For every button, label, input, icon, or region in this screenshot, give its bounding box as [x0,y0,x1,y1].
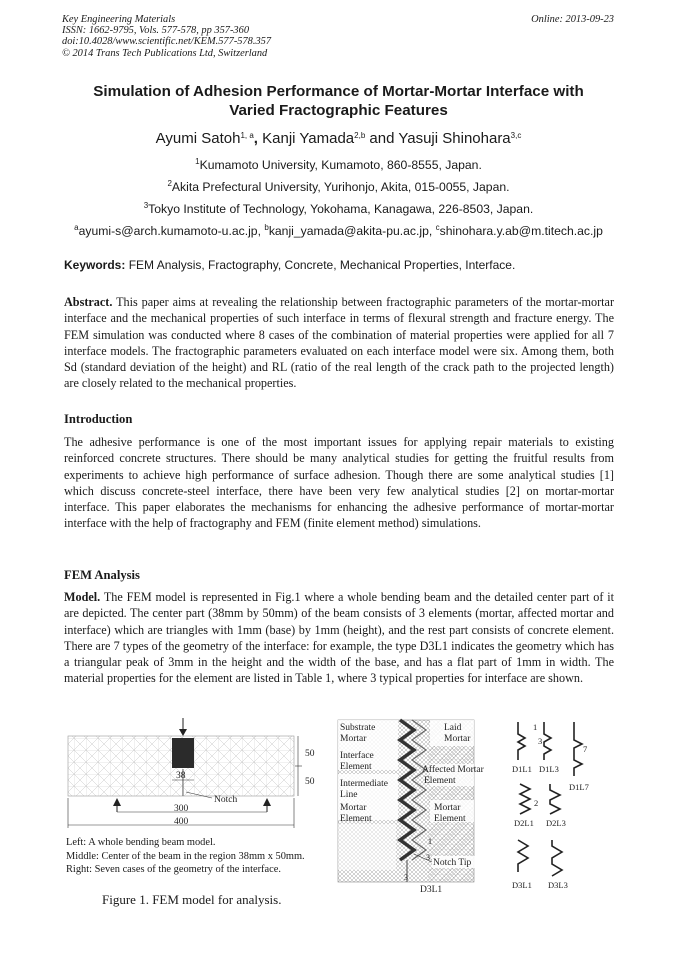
author-name: Yasuji Shinohara [398,130,511,147]
email-sup: c [435,223,440,232]
affiliation-1 [62,158,615,172]
abstract-label: Abstract. [64,295,113,309]
interface-geometries [518,722,582,876]
author-name: Kanji Yamada [262,130,355,147]
interface-label-2: Element [340,762,372,772]
intermediate-label-2: Line [340,790,358,800]
geom-d3l1 [518,840,528,872]
label-d1l1: D1L1 [512,764,532,774]
paper-title [62,82,615,120]
dim-300: 300 [174,804,189,814]
geom-d1l3 [544,722,551,760]
figure-notes [66,836,305,877]
label-d1l3: D1L3 [539,764,559,774]
geom-d1l1 [518,722,525,760]
dim-50-top: 50 [305,749,315,759]
title-line-2: Varied Fractographic Features [229,102,448,119]
laid-label-2: Mortar [444,734,471,744]
author-list: Ayumi Satoh$^{1, a}$, Kanji Yamada$^{2,b}$ and Yasuji Shinohara$^{3,c}$ [155,130,522,147]
introduction-text: The adhesive performance is one of the most important issues for applying repair materials to existing reinforced concrete structures. There should be many analytical studies for getting the fruitful results from experiments to achieve high performance of surface adhesion. Though there are some analytical studies [1] which discuss concrete-steel interface, there have been very few analytical studies [2] on mortar-mortar interface. This paper elaborates the mechanisms for enhancing the adhesive performance of mortar-mortar interface with the help of fractography and FEM (finite element method) simulations. [64,435,614,531]
fem-model-paragraph [64,589,614,687]
keywords [64,258,515,272]
affected-label-2: Element [424,776,456,786]
figure-caption: Figure 1. FEM model for analysis. [102,892,282,907]
affiliation-sup: 3 [143,201,149,210]
label-d2l3: D2L3 [546,818,566,828]
notch-label: Notch [214,795,238,805]
affiliation-sup: 2 [167,179,172,188]
geom-d3l3 [552,840,562,876]
figure-note: Middle: Center of the beam in the region 38mm x 50mm. [66,850,305,862]
substrate-label-2: Mortar [340,734,367,744]
author-name: Ayumi Satoh [155,130,241,147]
figure-note: Left: A whole bending beam model. [66,837,216,848]
dim-1: 1 [428,837,432,846]
email-sup: a [74,223,79,232]
author-sup: 1, a [240,131,254,140]
journal-name: Key Engineering Materials [62,14,176,25]
center-region [172,738,194,768]
dim-38: 38 [176,771,186,781]
model-label: Model. [64,590,101,604]
geom-d1l7 [574,722,582,776]
affiliation-text: Kumamoto University, Kumamoto, 860-8555, Japan. [199,158,482,172]
fem-text: The FEM model is represented in Fig.1 where a whole bending beam and the detailed center part of it are depicted. The center part (38mm by 50mm) of the beam consists of 3 elements (mortar, affected mortar and interface) which are triangles with 1mm (base) by 1mm (height), and the rest part consists of concrete element. There are 7 types of the geometry of the interface: for example, the type D3L1 indicates the geometry which has a triangular peak of 3mm in the height and the width of the base, and has a flat part of 1mm in width. The material properties for the element are listed in Table 1, where 3 typical properties for interface are shown. [64,590,614,686]
label-d1l7: D1L7 [569,782,589,792]
journal-header [62,14,271,59]
dim-50-bottom: 50 [305,777,315,787]
mortar-left-label: Mortar [340,803,367,813]
dim-3b: 3 [404,873,408,882]
center-detail [338,720,485,895]
title-line-1: Simulation of Adhesion Performance of Mortar-Mortar Interface with [93,83,584,100]
dim-label-7: 7 [583,744,588,754]
affiliation-sup: 1 [195,157,200,166]
copyright-line: © 2014 Trans Tech Publications Ltd, Switzerland [62,47,268,59]
dim-label-1: 1 [533,722,538,732]
support-right [263,798,271,806]
affiliation-2 [62,180,615,194]
notch-tip-label: Notch Tip [433,858,472,868]
geom-d2l1 [520,784,530,814]
mortar-left-label-2: Element [340,814,372,824]
email-sup: b [264,223,269,232]
email-link[interactable]: shinohara.y.ab@m.titech.ac.jp [439,224,603,238]
affected-label: Affected Mortar [422,765,484,775]
load-arrow-head [179,729,187,736]
mortar-right-label-2: Element [434,814,466,824]
email-line: $^a$ayumi-s@arch.kumamoto-u.ac.jp, $^b$kanji_yamada@akita-pu.ac.jp, $^c$shinohara.y.ab@m.titech.ac.jp [74,223,603,238]
affiliation-3 [62,202,615,216]
dim-label-2: 2 [534,798,539,808]
keywords-text: FEM Analysis, Fractography, Concrete, Mechanical Properties, Interface. [128,258,516,272]
online-date: Online: 2013-09-23 [531,14,614,25]
email-link[interactable]: ayumi-s@arch.kumamoto-u.ac.jp [78,224,258,238]
laid-label: Laid [444,723,462,733]
affiliation-text: Tokyo Institute of Technology, Yokohama, Kanagawa, 226-8503, Japan. [148,202,534,216]
author-sup: 3,c [510,131,522,140]
keywords-label: Keywords: [64,258,126,272]
figure-note: Right: Seven cases of the geometry of the interface. [66,864,281,876]
dim-3a: 3 [426,853,430,862]
abstract-text: This paper aims at revealing the relationship between fractographic parameters of the mortar-mortar interface and the mechanical properties of such interface in terms of flexural strength and fracture energy. The FEM simulation was conducted where 8 cases of the combination of material properties were applied for all 7 interface models. The fractographic parameters evaluated on each interface model were six. Among them, both Sd (standard deviation of the height) and RL (ratio of the real length of the crack path to the projected length) are closely related to the mechanical properties. [64,295,615,391]
label-d3l1: D3L1 [512,880,532,890]
abstract [64,294,614,392]
email-link[interactable]: kanji_yamada@akita-pu.ac.jp [268,224,429,238]
label-d2l1: D2L1 [514,818,534,828]
dim-400: 400 [174,817,189,827]
issn-line: ISSN: 1662-9795, Vols. 577-578, pp 357-360 [62,25,250,37]
label-d3l3: D3L3 [548,880,568,890]
support-left [113,798,121,806]
author-sup: 2,b [354,131,366,140]
geom-d2l3 [550,784,560,814]
d3l1-label: D3L1 [420,885,443,895]
beam-model [68,718,315,828]
affiliation-text: Akita Prefectural University, Yurihonjo, Akita, 015-0055, Japan. [171,180,510,194]
fem-heading: FEM Analysis [64,568,140,582]
dim-label-3: 3 [538,736,543,746]
mortar-right-label: Mortar [434,803,461,813]
intermediate-label: Intermediate [340,779,389,789]
substrate-label: Substrate [340,723,376,733]
doi-line[interactable]: doi:10.4028/www.scientific.net/KEM.577-578.357 [62,36,272,48]
introduction-heading: Introduction [64,412,133,426]
interface-label: Interface [340,751,374,761]
